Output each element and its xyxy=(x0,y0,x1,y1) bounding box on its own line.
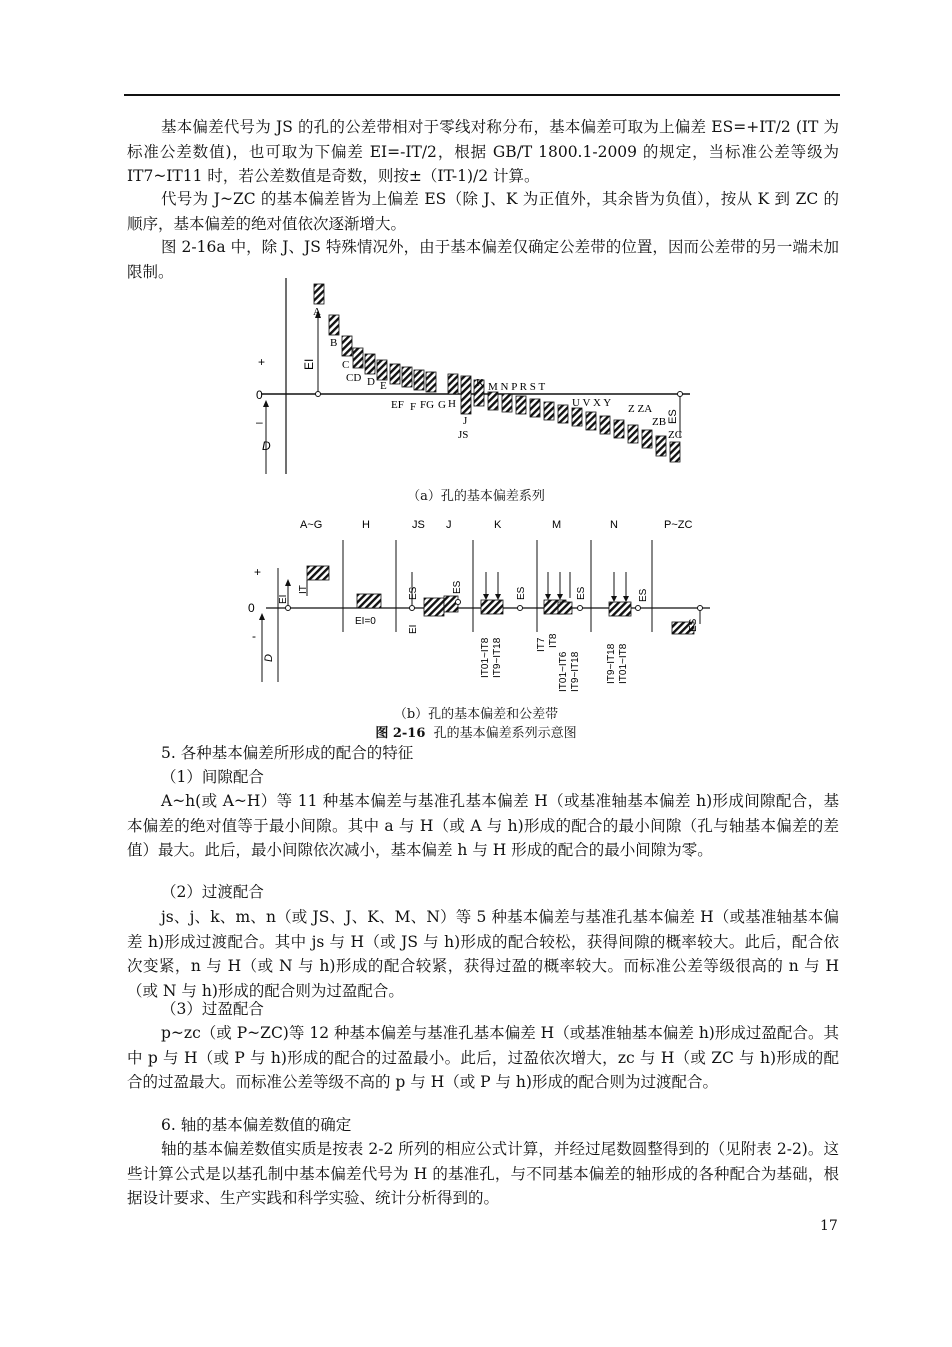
bar-FG xyxy=(414,370,424,390)
es-label-n: ES xyxy=(638,588,649,602)
m-it01-it6: IT01~IT6 xyxy=(558,651,569,692)
heading-5-1: （1）间隙配合 xyxy=(161,768,264,786)
paragraph-shaft-deviation: 轴的基本偏差数值实质是按表 2-2 所列的相应公式计算，并经过尾数圆整得到的（见附表 2-2)。这些计算公式是以基孔制中基本偏差代号为 H 的基准孔，与不同基本偏差的轴形成的各种配合为基础，根据设计要求、生产实践和科学实验、统计分析得到的。 xyxy=(127,1140,839,1207)
paragraph-interference-fit: p~zc（或 P~ZC)等 12 种基本偏差与基准孔基本偏差 H（或基准轴基本偏差 h)形成过盈配合。其中 p 与 H（或 P 与 h)形成的配合的过盈最小。此后，过盈依次增大，zc 与 H（或 ZC 与 h)形成的配合的过盈最大。而标准公差等级不高的 p 与 H（或 P 与 h)形成的配合则为过渡配合。 xyxy=(127,1024,839,1091)
bar-T xyxy=(558,405,568,423)
label-MNPRST: M N P R S T xyxy=(488,381,546,393)
figure-caption xyxy=(0,722,952,741)
minus-sign: - xyxy=(252,629,256,643)
ei0-label: EI=0 xyxy=(355,616,376,627)
k-it01-it8: IT01~IT8 xyxy=(480,637,491,678)
bar-JS xyxy=(461,376,471,414)
col-JS: JS xyxy=(412,519,425,531)
paragraph-transition-fit: js、j、k、m、n（或 JS、J、K、M、N）等 5 种基本偏差与基准孔基本偏差 H（或基准轴基本偏差 h)形成过渡配合。其中 js 与 H（或 JS 与 h)形成的配合较松，获得间隙的概率较大。此后，配合依次变紧，n 与 H（或 N 与 h)形成的配合较紧，获得过盈的概率较大。而标准公差等级很高的 n 与 H（或 N 与 h)形成的配合则为过盈配合。 xyxy=(127,908,839,1000)
label-A: A xyxy=(313,306,321,318)
label-K: K xyxy=(476,377,484,389)
label-ZC: ZC xyxy=(668,429,683,441)
col-N: N xyxy=(610,519,618,531)
zero-label: 0 xyxy=(248,601,255,615)
label-E: E xyxy=(380,380,387,392)
col-P-ZC: P~ZC xyxy=(664,519,693,531)
heading-5-3: （3）过盈配合 xyxy=(161,1000,264,1018)
label-F: F xyxy=(410,401,417,413)
bar-CD xyxy=(353,348,363,368)
plus-sign: + xyxy=(254,565,262,579)
bar-X xyxy=(600,416,610,434)
es-label-j: ES xyxy=(452,580,463,594)
label-C: C xyxy=(342,359,350,371)
label-J: J xyxy=(463,415,468,427)
label-ZZA: Z ZA xyxy=(628,403,653,415)
bar-Y xyxy=(614,420,624,438)
bar-E xyxy=(377,360,387,380)
col-M: M xyxy=(552,519,562,531)
paragraph-clearance-fit: A~h(或 A~H）等 11 种基本偏差与基准孔基本偏差 H（或基准轴基本偏差 h)形成间隙配合，基本偏差的绝对值等于最小间隙。其中 a 与 H（或 A 与 h)形成的配合的最小间隙（孔与轴基本偏差的差值）最大。此后，最小间隙依次减小，基本偏差 h 与 H 形成的配合的最小间隙为零。 xyxy=(127,792,839,859)
caption-b: （b）孔的基本偏差和公差带 xyxy=(393,707,559,722)
bar-N xyxy=(502,394,512,412)
bar-U xyxy=(572,408,582,426)
d-label: D xyxy=(263,654,275,662)
label-EF: EF xyxy=(391,399,404,411)
caption-a: （a）孔的基本偏差系列 xyxy=(407,489,545,504)
bar-S xyxy=(544,402,554,420)
page-number: 17 xyxy=(820,1218,838,1234)
label-JS: JS xyxy=(458,429,469,441)
bar-Z xyxy=(628,425,638,443)
k-it9-it18: IT9~IT18 xyxy=(492,637,503,678)
bar-P xyxy=(516,396,526,414)
label-B: B xyxy=(330,337,338,349)
es-label-k: ES xyxy=(516,586,527,600)
col-H: H xyxy=(362,519,370,531)
m-it7: IT7 xyxy=(536,637,547,652)
heading-6: 6. 轴的基本偏差数值的确定 xyxy=(161,1116,352,1134)
label-UVXY: U V X Y xyxy=(572,397,612,409)
plus-sign: + xyxy=(258,355,266,369)
label-G: G xyxy=(438,399,446,411)
bar-R xyxy=(530,399,540,417)
es-label-pzc: ES xyxy=(688,618,699,632)
header-rule xyxy=(124,94,840,96)
bar-V xyxy=(586,412,596,430)
figure-title: 孔的基本偏差系列示意图 xyxy=(433,726,577,741)
col-J: J xyxy=(446,519,452,531)
bar-A xyxy=(314,284,324,304)
label-FG: FG xyxy=(420,399,435,411)
paragraph-j-zc-deviation: 代号为 J~ZC 的基本偏差皆为上偏差 ES（除 J、K 为正值外，其余皆为负值），按从 K 到 ZC 的顺序，基本偏差的绝对值依次逐渐增大。 xyxy=(127,190,839,233)
bar-D xyxy=(365,354,375,374)
bar-C xyxy=(342,336,352,356)
bar-B xyxy=(329,315,339,335)
es-label-m: ES xyxy=(576,586,587,600)
label-H: H xyxy=(448,398,456,410)
paragraph-figure-note: 图 2-16a 中，除 J、JS 特殊情况外，由于基本偏差仅确定公差带的位置，因而公差带的另一端未加限制。 xyxy=(127,238,839,281)
bar-EF xyxy=(390,364,400,384)
bar-M xyxy=(488,392,498,410)
col-K: K xyxy=(494,519,502,531)
figure-number: 图 2-16 xyxy=(375,726,426,741)
bar-ZA xyxy=(642,430,652,448)
d-label: D xyxy=(262,439,271,453)
bar-F xyxy=(402,367,412,387)
label-ZB: ZB xyxy=(652,416,667,428)
label-D: D xyxy=(367,376,375,388)
bar-G xyxy=(426,372,436,392)
es-label: ES xyxy=(667,409,679,424)
bar-ZC xyxy=(670,442,680,462)
it-label: IT xyxy=(298,585,309,594)
ei-label-ag: EI xyxy=(278,594,289,604)
ei-label: EI xyxy=(302,358,316,370)
paragraph-js-deviation: 基本偏差代号为 JS 的孔的公差带相对于零线对称分布，基本偏差可取为上偏差 ES=+IT/2 (IT 为标准公差数值)，也可取为下偏差 EI=-IT/2，根据 GB/T 1800.1-2009 的规定，当标准公差等级为 IT7~IT11 时，若公差数值是奇数，则按±（IT-1)/2 计算。 xyxy=(127,118,839,185)
minus-sign: – xyxy=(256,415,263,429)
ei-label-js: EI xyxy=(408,624,419,634)
label-CD: CD xyxy=(346,372,362,384)
n-it01-it8: IT01~IT8 xyxy=(618,643,629,684)
col-A-G: A~G xyxy=(300,519,323,531)
figure-2-16b-hole-deviation-tolerance xyxy=(248,512,720,698)
m-it8: IT8 xyxy=(548,633,559,648)
es-label-js: ES xyxy=(408,586,419,600)
n-it9-it18: IT9~IT18 xyxy=(606,643,617,684)
m-it9-it18: IT9~IT18 xyxy=(570,651,581,692)
figure-2-16a-hole-deviation-series xyxy=(250,278,700,478)
bar-H xyxy=(448,374,458,394)
zero-label: 0 xyxy=(256,388,263,402)
heading-5-2: （2）过渡配合 xyxy=(161,883,264,901)
heading-5: 5. 各种基本偏差所形成的配合的特征 xyxy=(161,744,414,762)
bar-ZB xyxy=(656,436,666,456)
